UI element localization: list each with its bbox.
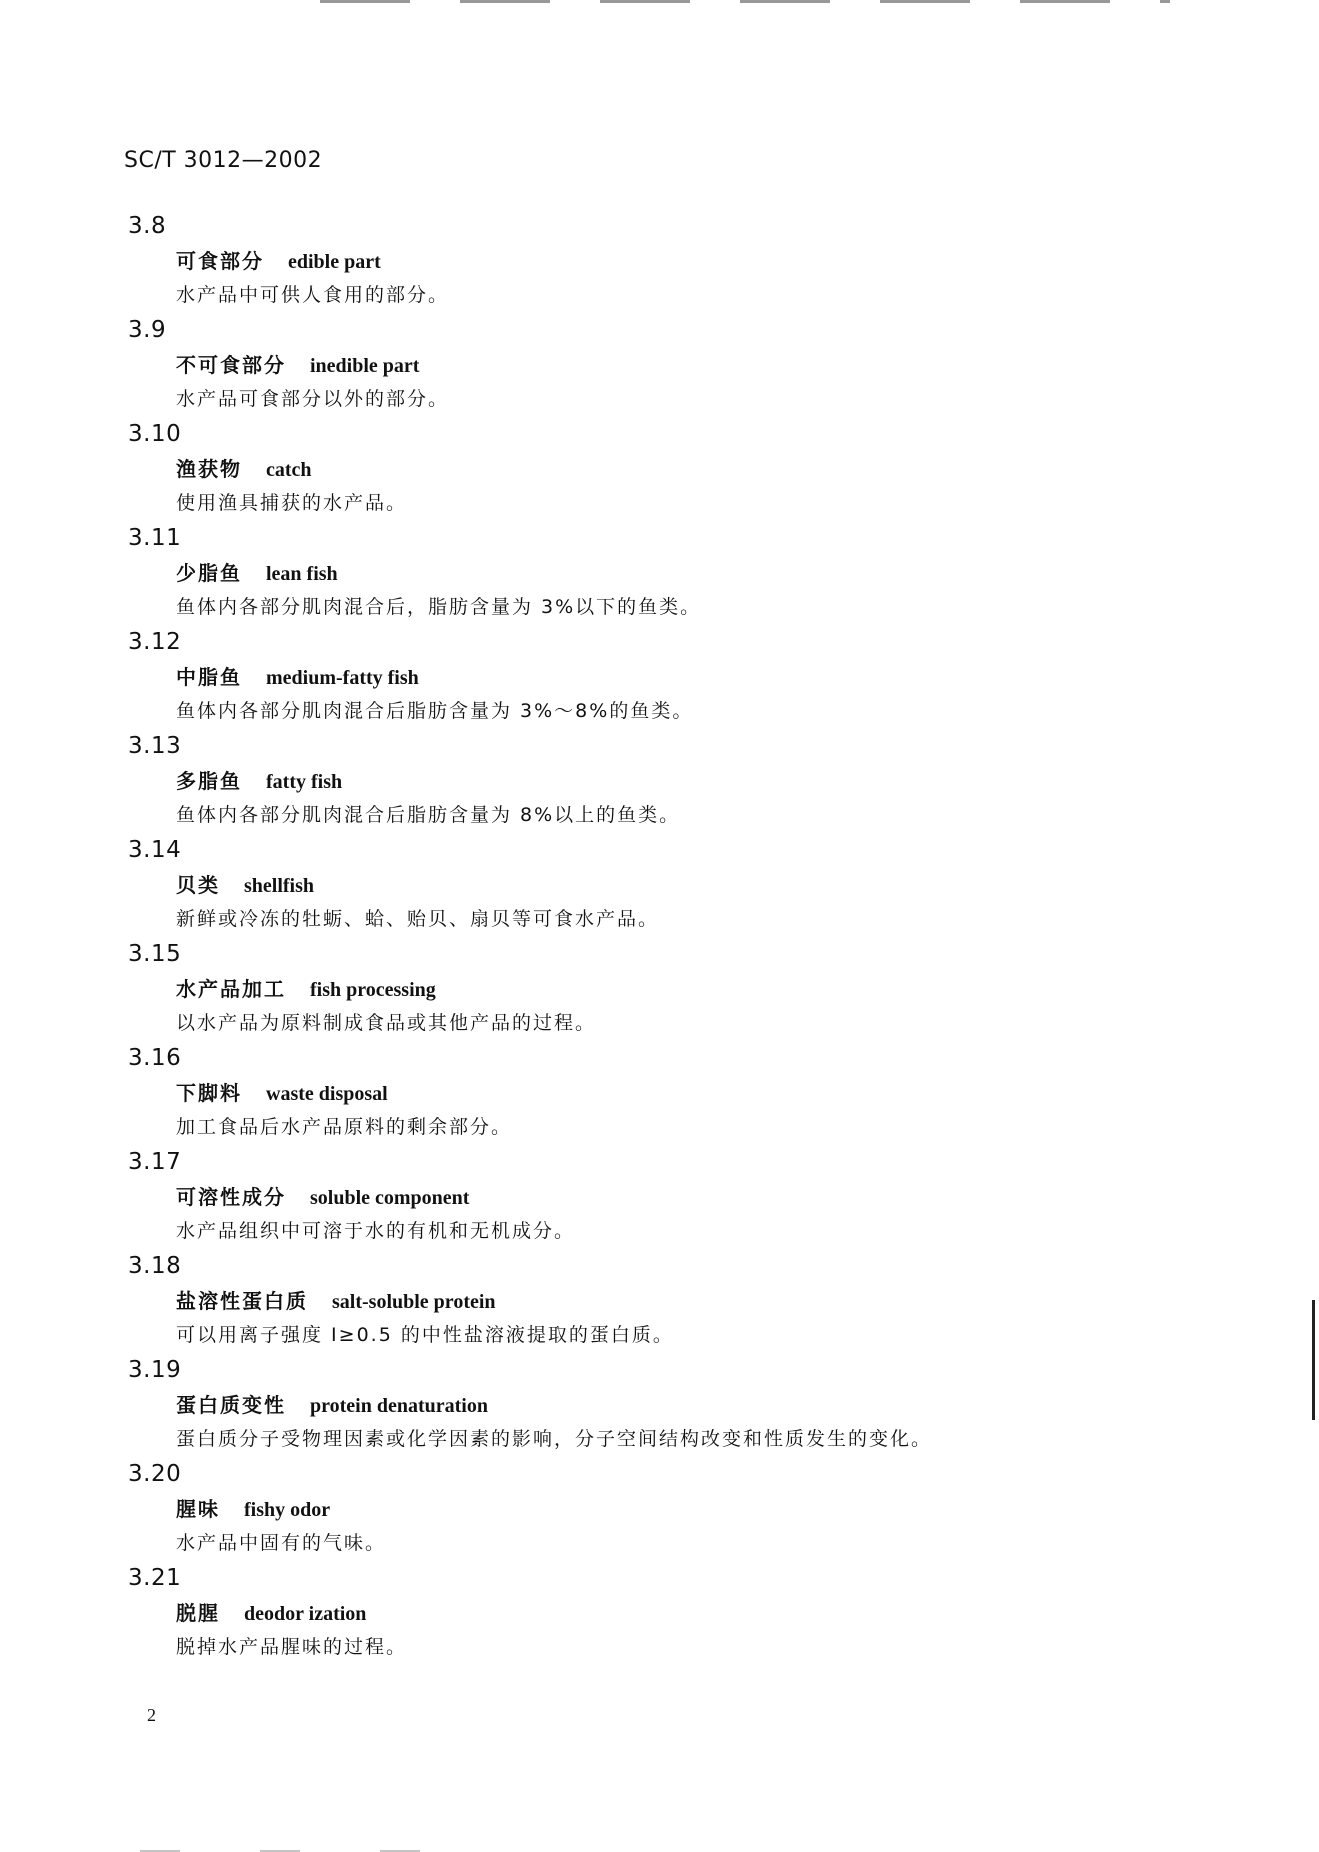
term-number: 3.20 bbox=[128, 1461, 182, 1487]
term-chinese: 渔获物 bbox=[176, 457, 242, 481]
term-entry bbox=[128, 832, 1168, 936]
term-number: 3.13 bbox=[128, 733, 182, 759]
term-english: waste disposal bbox=[266, 1083, 388, 1105]
term-heading bbox=[176, 660, 1168, 694]
term-english: fish processing bbox=[310, 979, 436, 1001]
term-definition: 鱼体内各部分肌肉混合后脂肪含量为 3%～8%的鱼类。 bbox=[176, 700, 694, 722]
term-english: inedible part bbox=[310, 355, 420, 377]
term-entry bbox=[128, 312, 1168, 416]
term-entry bbox=[128, 624, 1168, 728]
scan-edge-mark bbox=[1312, 1300, 1315, 1420]
term-entry bbox=[128, 1040, 1168, 1144]
term-heading bbox=[176, 244, 1168, 278]
term-english: medium-fatty fish bbox=[266, 667, 419, 689]
term-heading bbox=[176, 1388, 1168, 1422]
term-heading bbox=[176, 764, 1168, 798]
term-heading bbox=[176, 556, 1168, 590]
term-chinese: 脱腥 bbox=[176, 1601, 220, 1625]
term-english: lean fish bbox=[266, 563, 338, 585]
term-heading bbox=[176, 972, 1168, 1006]
term-heading bbox=[176, 452, 1168, 486]
term-english: deodor ization bbox=[244, 1603, 367, 1625]
term-chinese: 可溶性成分 bbox=[176, 1185, 286, 1209]
term-chinese: 水产品加工 bbox=[176, 977, 286, 1001]
term-definition: 新鲜或冷冻的牡蛎、蛤、贻贝、扇贝等可食水产品。 bbox=[176, 908, 660, 930]
term-entry bbox=[128, 1248, 1168, 1352]
term-chinese: 贝类 bbox=[176, 873, 220, 897]
term-definition: 水产品中可供人食用的部分。 bbox=[176, 284, 450, 306]
term-entry bbox=[128, 1144, 1168, 1248]
term-number: 3.14 bbox=[128, 837, 182, 863]
term-chinese: 腥味 bbox=[176, 1497, 220, 1521]
page-number: 2 bbox=[147, 1705, 156, 1725]
term-english: protein denaturation bbox=[310, 1395, 488, 1417]
term-english: edible part bbox=[288, 251, 381, 273]
term-number: 3.11 bbox=[128, 525, 182, 551]
term-chinese: 多脂鱼 bbox=[176, 769, 242, 793]
term-heading bbox=[176, 1284, 1168, 1318]
term-definition: 加工食品后水产品原料的剩余部分。 bbox=[176, 1116, 513, 1138]
term-heading bbox=[176, 1596, 1168, 1630]
term-heading bbox=[176, 1076, 1168, 1110]
term-number: 3.12 bbox=[128, 629, 182, 655]
term-number: 3.17 bbox=[128, 1149, 182, 1175]
scan-artifact-top bbox=[320, 0, 1170, 3]
term-chinese: 不可食部分 bbox=[176, 353, 286, 377]
term-english: salt-soluble protein bbox=[332, 1291, 496, 1313]
term-entry bbox=[128, 728, 1168, 832]
term-chinese: 蛋白质变性 bbox=[176, 1393, 286, 1417]
term-entry bbox=[128, 208, 1168, 312]
term-definition: 水产品中固有的气味。 bbox=[176, 1532, 387, 1554]
term-heading bbox=[176, 1492, 1168, 1526]
term-heading bbox=[176, 868, 1168, 902]
term-chinese: 可食部分 bbox=[176, 249, 264, 273]
term-heading bbox=[176, 348, 1168, 382]
term-number: 3.19 bbox=[128, 1357, 182, 1383]
term-chinese: 盐溶性蛋白质 bbox=[176, 1289, 308, 1313]
term-english: fatty fish bbox=[266, 771, 343, 793]
term-english: catch bbox=[266, 459, 312, 481]
term-number: 3.10 bbox=[128, 421, 182, 447]
term-definition: 水产品组织中可溶于水的有机和无机成分。 bbox=[176, 1220, 576, 1242]
term-definition: 脱掉水产品腥味的过程。 bbox=[176, 1636, 408, 1658]
term-number: 3.15 bbox=[128, 941, 182, 967]
term-definition: 水产品可食部分以外的部分。 bbox=[176, 388, 450, 410]
term-chinese: 少脂鱼 bbox=[176, 561, 242, 585]
term-number: 3.8 bbox=[128, 213, 167, 239]
term-definition: 可以用离子强度 I≥0.5 的中性盐溶液提取的蛋白质。 bbox=[176, 1324, 674, 1346]
term-definition: 鱼体内各部分肌肉混合后脂肪含量为 8%以上的鱼类。 bbox=[176, 804, 681, 826]
term-number: 3.9 bbox=[128, 317, 167, 343]
term-definition: 蛋白质分子受物理因素或化学因素的影响，分子空间结构改变和性质发生的变化。 bbox=[176, 1428, 933, 1450]
term-english: fishy odor bbox=[244, 1499, 331, 1521]
term-definition: 以水产品为原料制成食品或其他产品的过程。 bbox=[176, 1012, 597, 1034]
term-entry bbox=[128, 1456, 1168, 1560]
term-definition: 使用渔具捕获的水产品。 bbox=[176, 492, 408, 514]
document-code: SC/T 3012—2002 bbox=[124, 148, 323, 173]
term-definition: 鱼体内各部分肌肉混合后，脂肪含量为 3%以下的鱼类。 bbox=[176, 596, 702, 618]
term-number: 3.18 bbox=[128, 1253, 182, 1279]
term-entry bbox=[128, 936, 1168, 1040]
term-chinese: 下脚料 bbox=[176, 1081, 242, 1105]
term-entry bbox=[128, 416, 1168, 520]
term-chinese: 中脂鱼 bbox=[176, 665, 242, 689]
term-english: shellfish bbox=[244, 875, 315, 897]
term-entry bbox=[128, 1352, 1168, 1456]
term-number: 3.21 bbox=[128, 1565, 182, 1591]
term-heading bbox=[176, 1180, 1168, 1214]
term-english: soluble component bbox=[310, 1187, 470, 1209]
term-entry bbox=[128, 1560, 1168, 1664]
term-number: 3.16 bbox=[128, 1045, 182, 1071]
terms-list bbox=[128, 208, 1168, 1664]
term-entry bbox=[128, 520, 1168, 624]
